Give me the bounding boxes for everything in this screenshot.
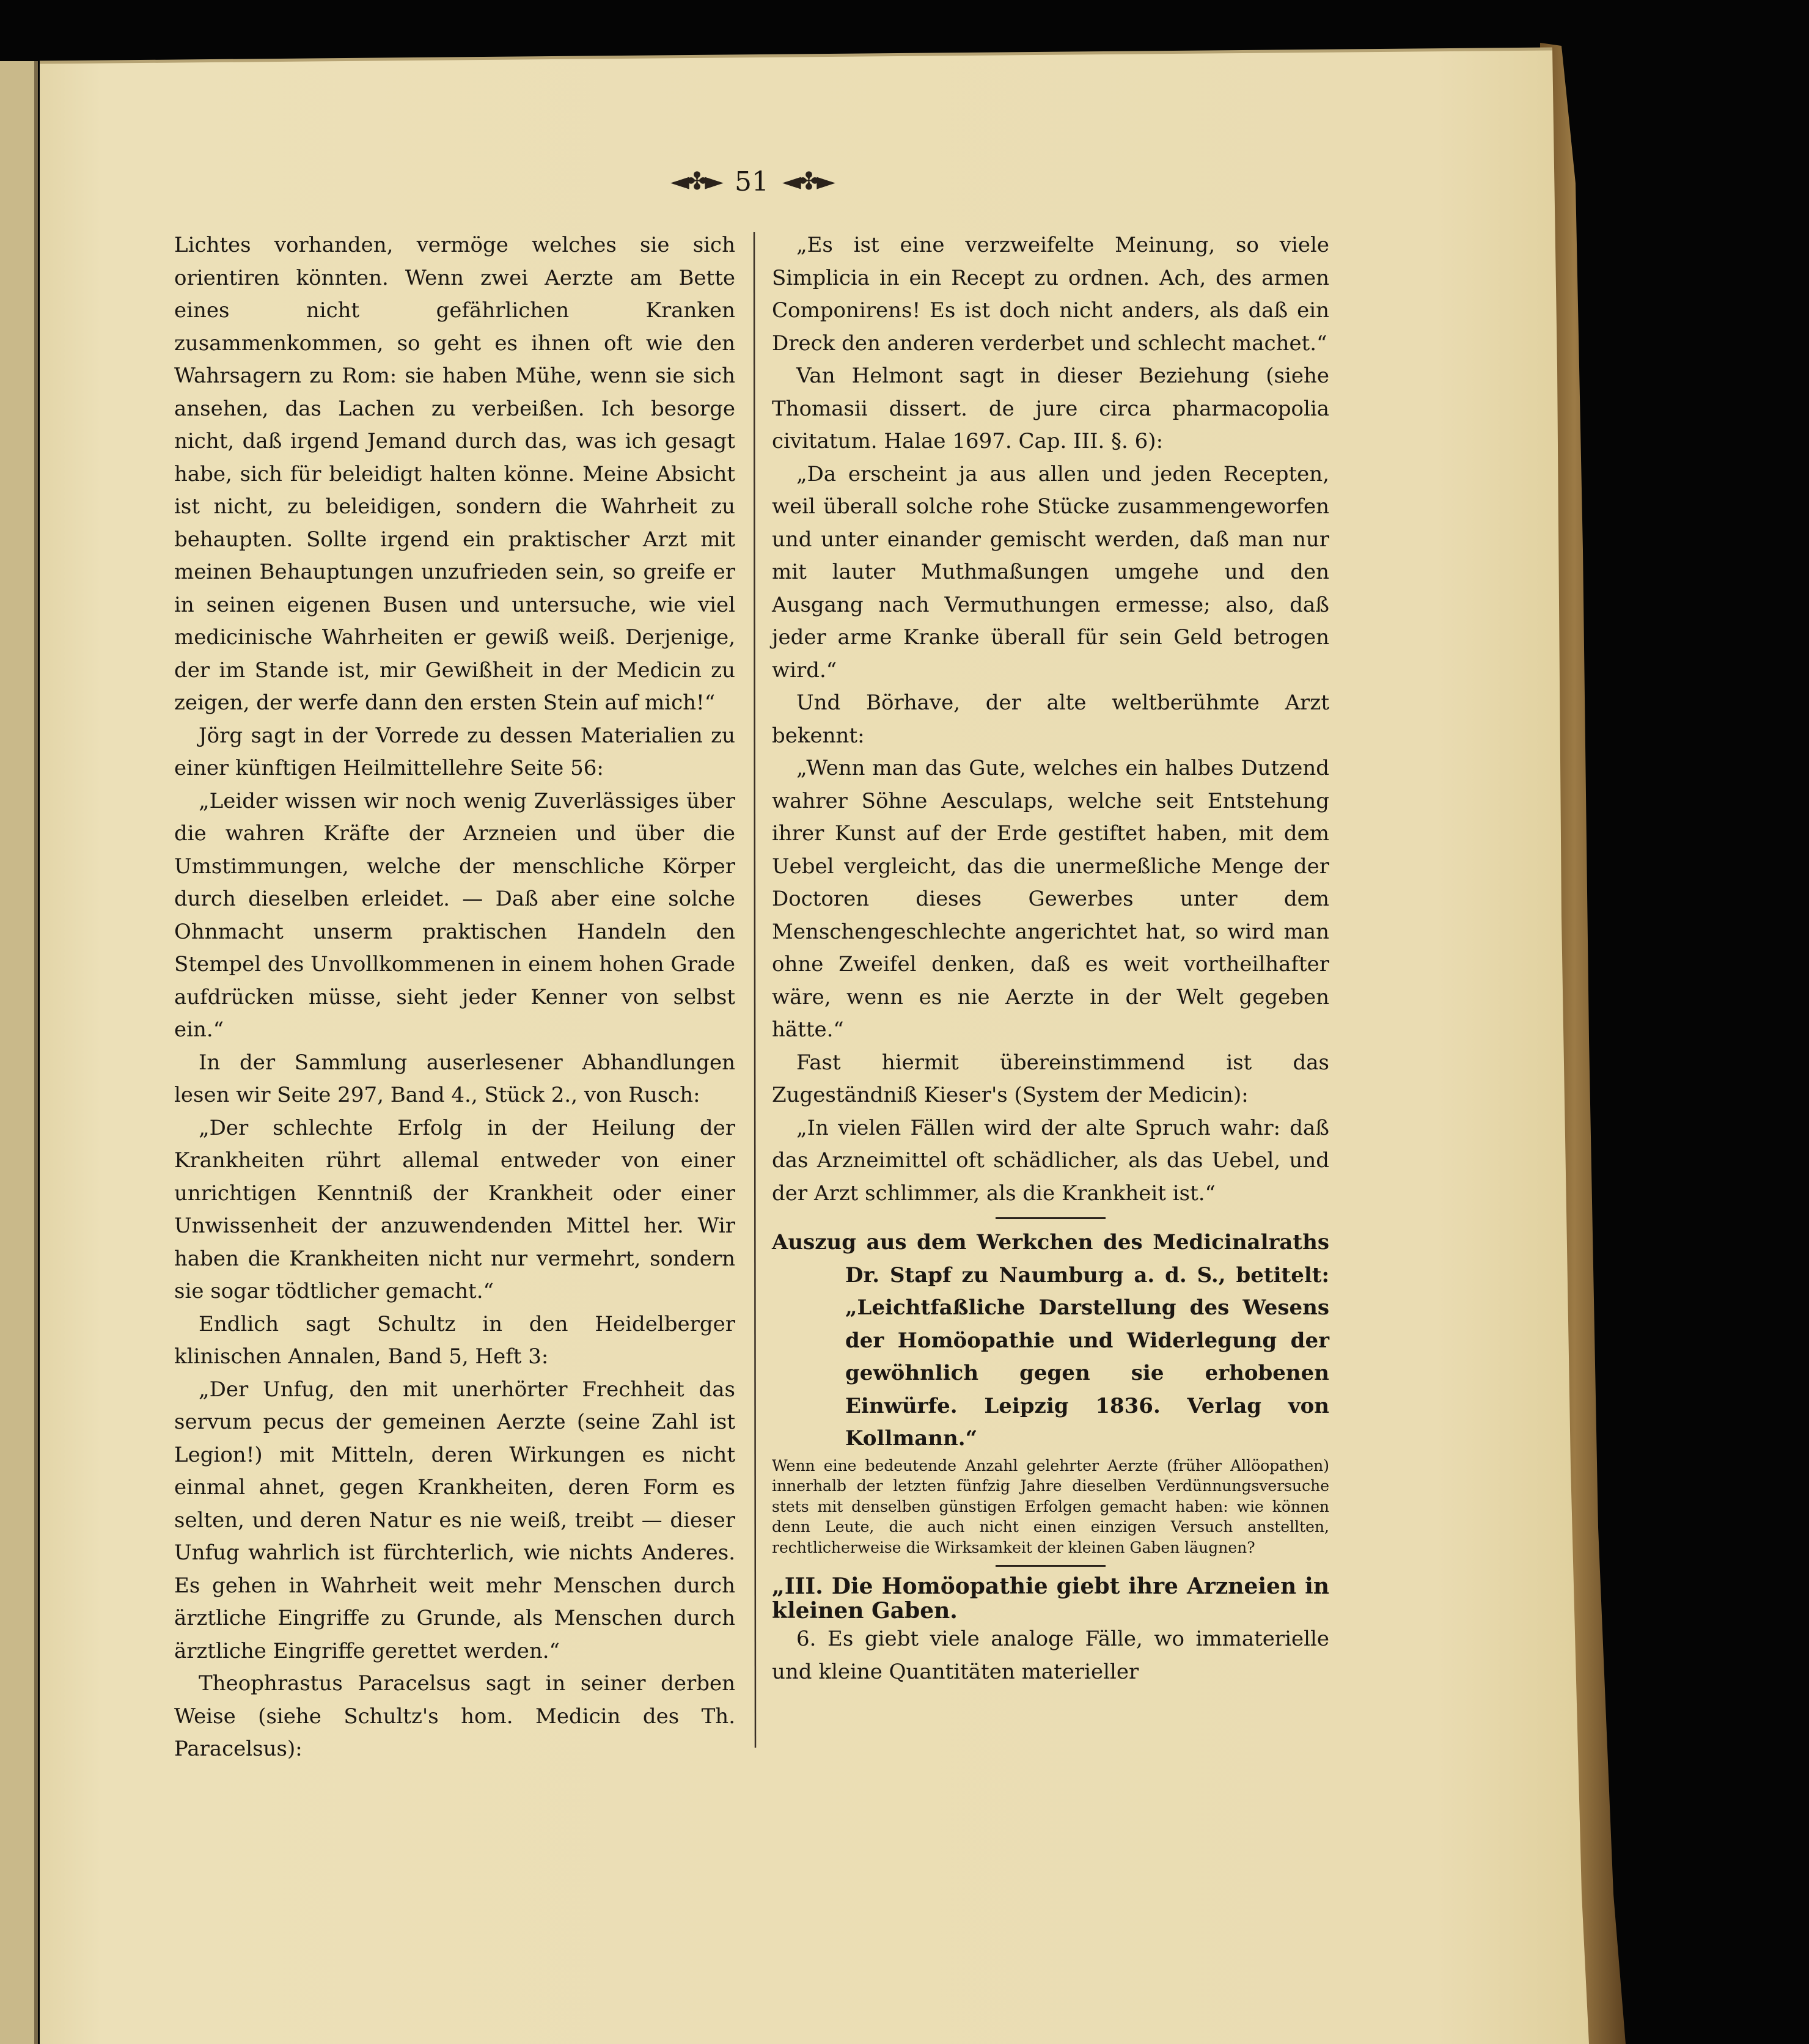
paragraph: In der Sammlung auserlesener Abhandlungen lesen wir Seite 297, Band 4., Stück 2., von Rusch: <box>174 1050 735 1107</box>
page-number: 51 <box>735 166 769 197</box>
paragraph: 6. Es giebt viele analoge Fälle, wo immaterielle und kleine Quantitäten materieller <box>772 1627 1329 1684</box>
quotation: „Der Unfug, den mit unerhörter Frechheit das servum pecus der gemeinen Aerzte (seine Zahl ist Legion!) mit Mitteln, deren Wirkungen es nicht einmal ahnet, gegen Krankheiten, deren Form es selten, und deren Natur es nie weiß, treibt — dieser Unfug wahrlich ist fürchterlich, wie nichts Anderes. Es gehen in Wahrheit weit mehr Menschen durch ärztliche Eingriffe zu Grunde, als Menschen durch ärztliche Eingriffe gerettet werden.“ <box>174 1377 735 1663</box>
section-rule <box>996 1565 1106 1567</box>
section-rule <box>996 1217 1106 1219</box>
left-ornament-icon: ◄✤► <box>670 167 721 196</box>
paragraph: Lichtes vorhanden, vermöge welches sie sich orientiren könnten. Wenn zwei Aerzte am Bette eines nicht gefährlichen Kranken zusammenkommen, so geht es ihnen oft wie den Wahrsagern zu Rom: sie haben Mühe, wenn sie sich ansehen, das Lachen zu verbeißen. Ich besorge nicht, daß irgend Jemand durch das, was ich gesagt habe, sich für beleidigt halten könne. Meine Absicht ist nicht, zu beleidigen, sondern die Wahrheit zu behaupten. Sollte irgend ein praktischer Arzt mit meinen Behauptungen unzufrieden sein, so greife er in seinen eigenen Busen und untersuche, wie viel medicinische Wahrheiten er gewiß weiß. Derjenige, der im Stande ist, mir Gewißheit in der Medicin zu zeigen, der werfe dann den ersten Stein auf mich!“ <box>174 233 735 715</box>
right-ornament-icon: ◄✤► <box>782 167 834 196</box>
page-header <box>648 160 856 203</box>
excerpt-heading: Auszug aus dem Werkchen des Medicinalraths Dr. Stapf zu Naumburg a. d. S., betitelt: „Leichtfaßliche Darstellung des Wesens der Homöopathie und Widerlegung der gewöhnlich gegen sie erhobenen Einwürfe. Leipzig 1836. Verlag von Kollmann.“ <box>772 1230 1329 1451</box>
quotation: „Der schlechte Erfolg in der Heilung der Krankheiten rührt allemal entweder von einer unrichtigen Kenntniß der Krankheit oder einer Unwissenheit der anzuwendenden Mittel her. Wir haben die Krankheiten nicht nur vermehrt, sondern sie sogar tödtlicher gemacht.“ <box>174 1115 735 1303</box>
left-column <box>174 229 735 1766</box>
quotation: „Wenn man das Gute, welches ein halbes Dutzend wahrer Söhne Aesculaps, welche seit Entstehung ihrer Kunst auf der Erde gestiftet haben, mit dem Uebel vergleicht, das die unermeßliche Menge der Doctoren dieses Gewerbes unter dem Menschengeschlechte angerichtet hat, so wird man ohne Zweifel denken, daß es weit vortheilhafter wäre, wenn es nie Aerzte in der Welt gegeben hätte.“ <box>772 756 1329 1042</box>
paragraph: Und Börhave, der alte weltberühmte Arzt bekennt: <box>772 690 1329 748</box>
paragraph: Jörg sagt in der Vorrede zu dessen Materialien zu einer künftigen Heilmittellehre Seite 56: <box>174 723 735 780</box>
paragraph: Fast hiermit übereinstimmend ist das Zugeständniß Kieser's (System der Medicin): <box>772 1050 1329 1107</box>
motto-text: Wenn eine bedeutende Anzahl gelehrter Aerzte (früher Allöopathen) innerhalb der letzten fünfzig Jahre dieselben Verdünnungsversuche stets mit denselben günstigen Erfolgen gemacht haben: wie können denn Leute, die auch nicht einen einzigen Versuch anstellten, rechtlicherweise die Wirksamkeit der kleinen Gaben läugnen? <box>772 1456 1329 1556</box>
quotation: „Da erscheint ja aus allen und jeden Recepten, weil überall solche rohe Stücke zusammengeworfen und unter einander gemischt werden, daß man nur mit lauter Muthmaßungen umgehe und den Ausgang nach Vermuthungen ermesse; also, daß jeder arme Kranke überall für sein Geld betrogen wird.“ <box>772 461 1329 683</box>
quotation: „In vielen Fällen wird der alte Spruch wahr: daß das Arzneimittel oft schädlicher, als das Uebel, und der Arzt schlimmer, als die Krankheit ist.“ <box>772 1115 1329 1206</box>
paragraph: Endlich sagt Schultz in den Heidelberger klinischen Annalen, Band 5, Heft 3: <box>174 1311 735 1369</box>
right-column <box>772 229 1329 1688</box>
paragraph: Theophrastus Paracelsus sagt in seiner derben Weise (siehe Schultz's hom. Medicin des Th. Paracelsus): <box>174 1671 735 1761</box>
quotation: „Es ist eine verzweifelte Meinung, so viele Simplicia in ein Recept zu ordnen. Ach, des armen Componirens! Es ist doch nicht anders, als daß ein Dreck den anderen verderbet und schlecht machet.“ <box>772 233 1329 356</box>
quotation: „Leider wissen wir noch wenig Zuverlässiges über die wahren Kräfte der Arzneien und über die Umstimmungen, welche der menschliche Körper durch dieselben erleidet. — Daß aber eine solche Ohnmacht unserm praktischen Handeln den Stempel des Unvollkommenen in einem hohen Grade aufdrücken müsse, sieht jeder Kenner von selbst ein.“ <box>174 788 735 1042</box>
section-title: „III. Die Homöopathie giebt ihre Arzneien in kleinen Gaben. <box>772 1573 1329 1624</box>
paragraph: Van Helmont sagt in dieser Beziehung (siehe Thomasii dissert. de jure circa pharmacopolia civitatum. Halae 1697. Cap. III. §. 6): <box>772 364 1329 453</box>
